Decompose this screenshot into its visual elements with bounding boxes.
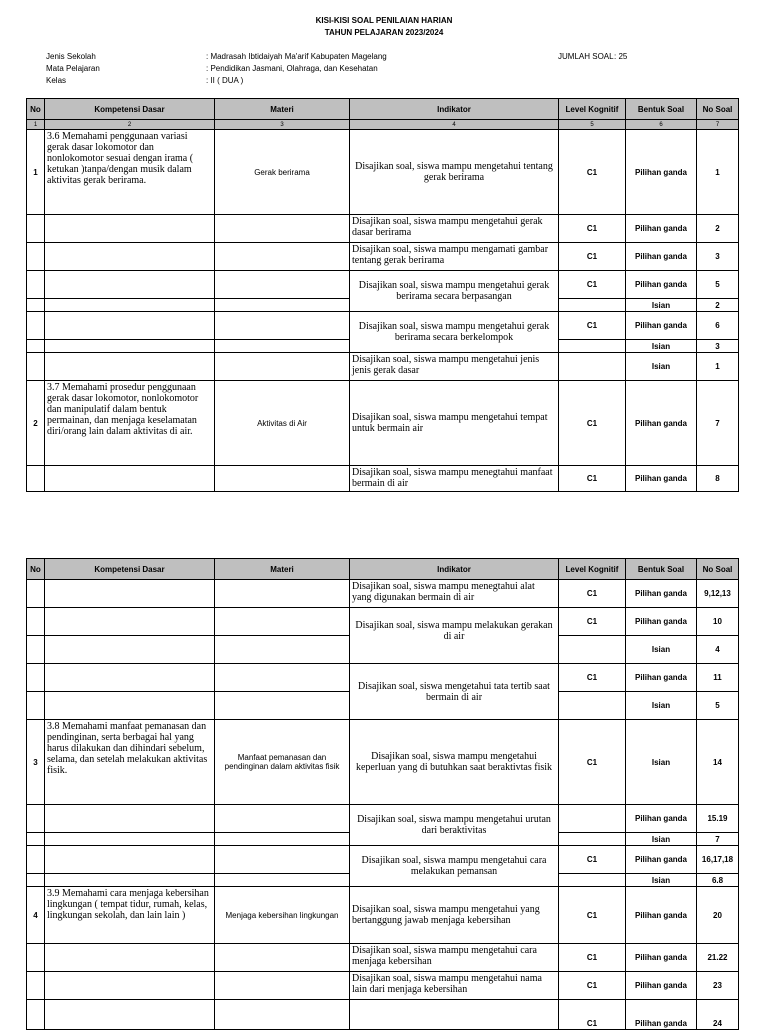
indikator-cell: Disajikan soal, siswa mampu mengetahui gerak berirama secara berkelompok xyxy=(350,312,559,353)
col-header-no: No xyxy=(27,99,45,120)
bentuk-cell: Pilihan ganda xyxy=(626,972,697,1000)
no-soal-cell: 5 xyxy=(697,692,739,720)
bentuk-cell: Pilihan ganda xyxy=(626,944,697,972)
mapel-value: : Pendidikan Jasmani, Olahraga, dan Kesehatan xyxy=(206,64,378,73)
col-header-indikator: Indikator xyxy=(350,559,559,580)
kompetensi-dasar-cell: 3.8 Memahami manfaat pemanasan dan pendinginan, serta berbagai hal yang harus dilakukan dan dihindari sebelum, selama, dan setelah melakukan aktivitas fisik. xyxy=(45,720,215,805)
bentuk-cell: Pilihan ganda xyxy=(626,887,697,944)
no-soal-cell: 10 xyxy=(697,608,739,636)
table-row xyxy=(27,215,739,243)
level-cell: C1 xyxy=(559,381,626,466)
materi-cell: Aktivitas di Air xyxy=(215,381,350,466)
no-soal-cell: 11 xyxy=(697,664,739,692)
indikator-cell: Disajikan soal, siswa mampu mengetahui tempat untuk bermain air xyxy=(350,381,559,466)
bentuk-cell: Pilihan ganda xyxy=(626,608,697,636)
no-soal-cell: 21.22 xyxy=(697,944,739,972)
bentuk-cell: Pilihan ganda xyxy=(626,381,697,466)
materi-cell: Menjaga kebersihan lingkungan xyxy=(215,887,350,944)
level-cell: C1 xyxy=(559,130,626,215)
no-soal-cell: 2 xyxy=(697,215,739,243)
no-soal-cell: 7 xyxy=(697,381,739,466)
bentuk-cell: Pilihan ganda xyxy=(626,130,697,215)
table-row xyxy=(27,805,739,833)
level-cell: C1 xyxy=(559,944,626,972)
level-cell: C1 xyxy=(559,466,626,492)
bentuk-cell: Pilihan ganda xyxy=(626,1000,697,1030)
column-number: 3 xyxy=(215,120,350,130)
bentuk-cell: Isian xyxy=(626,833,697,846)
table-row xyxy=(27,720,739,805)
bentuk-cell: Isian xyxy=(626,720,697,805)
no-soal-cell: 20 xyxy=(697,887,739,944)
indikator-cell: Disajikan soal, siswa mampu mengetahui urutan dari beraktivitas xyxy=(350,805,559,846)
indikator-cell: Disajikan soal, siswa mampu mengetahui tentang gerak berirama xyxy=(350,130,559,215)
no-soal-cell: 7 xyxy=(697,833,739,846)
document-subtitle: TAHUN PELAJARAN 2023/2024 xyxy=(324,28,444,37)
col-header-no-soal: No Soal xyxy=(697,559,739,580)
table-row xyxy=(27,381,739,466)
bentuk-cell: Isian xyxy=(626,874,697,887)
col-header-level-kognitif: Level Kognitif xyxy=(559,99,626,120)
column-number: 1 xyxy=(27,120,45,130)
col-header-kompetensi-dasar: Kompetensi Dasar xyxy=(45,559,215,580)
kisi-kisi-table-2 xyxy=(26,558,739,1030)
kelas-label: Kelas xyxy=(46,76,67,85)
header-row xyxy=(27,559,739,580)
indikator-cell: Disajikan soal, siswa mampu mengamati gambar tentang gerak berirama xyxy=(350,243,559,271)
no-soal-cell: 3 xyxy=(697,243,739,271)
no-soal-cell: 9,12,13 xyxy=(697,580,739,608)
table-row xyxy=(27,466,739,492)
level-cell: C1 xyxy=(559,664,626,692)
table-row xyxy=(27,271,739,299)
no-soal-cell: 16,17,18 xyxy=(697,846,739,874)
kisi-kisi-table-1 xyxy=(26,98,739,492)
indikator-cell: Disajikan soal, siswa mampu mengetahui jenis jenis gerak dasar xyxy=(350,353,559,381)
column-number: 6 xyxy=(626,120,697,130)
table-row xyxy=(27,1000,739,1030)
kompetensi-dasar-cell: 3.9 Memahami cara menjaga kebersihan lingkungan ( tempat tidur, rumah, kelas, lingkungan sekolah, dan lain lain ) xyxy=(45,887,215,944)
row-number: 2 xyxy=(27,381,45,466)
table-row xyxy=(27,353,739,381)
level-cell: C1 xyxy=(559,972,626,1000)
kelas-value: : II ( DUA ) xyxy=(206,76,244,85)
sekolah-label: Jenis Sekolah xyxy=(46,52,96,61)
level-cell: C1 xyxy=(559,312,626,340)
row-number: 4 xyxy=(27,887,45,944)
table-row xyxy=(27,243,739,271)
bentuk-cell: Pilihan ganda xyxy=(626,846,697,874)
no-soal-cell: 14 xyxy=(697,720,739,805)
level-cell: C1 xyxy=(559,608,626,636)
indikator-cell: Disajikan soal, siswa mampu mengetahui yang bertanggung jawab menjaga kebersihan xyxy=(350,887,559,944)
table-row xyxy=(27,130,739,215)
row-number: 3 xyxy=(27,720,45,805)
bentuk-cell: Pilihan ganda xyxy=(626,466,697,492)
jumlah-soal-value: : 25 xyxy=(614,52,628,61)
bentuk-cell: Pilihan ganda xyxy=(626,271,697,299)
table-row xyxy=(27,608,739,636)
col-header-level-kognitif: Level Kognitif xyxy=(559,559,626,580)
bentuk-cell: Isian xyxy=(626,692,697,720)
bentuk-cell: Pilihan ganda xyxy=(626,312,697,340)
indikator-cell: Disajikan soal, siswa mampu menegtahui manfaat bermain di air xyxy=(350,466,559,492)
bentuk-cell: Isian xyxy=(626,636,697,664)
bentuk-cell: Pilihan ganda xyxy=(626,580,697,608)
table-row xyxy=(27,944,739,972)
column-number: 2 xyxy=(45,120,215,130)
column-number: 5 xyxy=(559,120,626,130)
col-header-no-soal: No Soal xyxy=(697,99,739,120)
col-header-no: No xyxy=(27,559,45,580)
no-soal-cell: 23 xyxy=(697,972,739,1000)
no-soal-cell: 5 xyxy=(697,271,739,299)
kompetensi-dasar-cell: 3.7 Memahami prosedur penggunaan gerak dasar lokomotor, nonlokomotor dan manipulatif dalam bentuk permainan, dan menjaga keselamatan diri/orang lain dalam aktivitas di air. xyxy=(45,381,215,466)
indikator-cell: Disajikan soal, siswa mampu mengetahui gerak dasar berirama xyxy=(350,215,559,243)
level-cell: C1 xyxy=(559,720,626,805)
no-soal-cell: 4 xyxy=(697,636,739,664)
bentuk-cell: Pilihan ganda xyxy=(626,664,697,692)
table-row xyxy=(27,312,739,340)
materi-cell: Manfaat pemanasan dan pendinginan dalam aktivitas fisik xyxy=(215,720,350,805)
col-header-bentuk-soal: Bentuk Soal xyxy=(626,99,697,120)
kompetensi-dasar-cell: 3.6 Memahami penggunaan variasi gerak dasar lokomotor dan nonlokomotor sesuai dengan irama ( ketukan )tanpa/dengan musik dalam aktivitas gerak berirama. xyxy=(45,130,215,215)
bentuk-cell: Pilihan ganda xyxy=(626,215,697,243)
col-header-materi: Materi xyxy=(215,559,350,580)
indikator-cell: Disajikan soal, siswa mampu melakukan gerakan di air xyxy=(350,608,559,664)
level-cell: C1 xyxy=(559,1000,626,1030)
indikator-cell: Disajikan soal, siswa mampu mengetahui cara melakukan pemansan xyxy=(350,846,559,887)
jumlah-soal-label: JUMLAH SOAL xyxy=(558,52,614,61)
header-row xyxy=(27,99,739,120)
table-row xyxy=(27,580,739,608)
indikator-cell: Disajikan soal, siswa mampu mengetahui gerak berirama secara berpasangan xyxy=(350,271,559,312)
bentuk-cell: Isian xyxy=(626,340,697,353)
indikator-cell: Disajikan soal, siswa mampu mengetahui nama lain dari menjaga kebersihan xyxy=(350,972,559,1000)
no-soal-cell: 1 xyxy=(697,353,739,381)
level-cell: C1 xyxy=(559,580,626,608)
bentuk-cell: Isian xyxy=(626,299,697,312)
table-row xyxy=(27,887,739,944)
column-number: 4 xyxy=(350,120,559,130)
no-soal-cell: 3 xyxy=(697,340,739,353)
col-header-kompetensi-dasar: Kompetensi Dasar xyxy=(45,99,215,120)
sekolah-value: : Madrasah Ibtidaiyah Ma'arif Kabupaten Magelang xyxy=(206,52,387,61)
col-header-indikator: Indikator xyxy=(350,99,559,120)
no-soal-cell: 2 xyxy=(697,299,739,312)
indikator-cell: Disajikan soal, siswa mengetahui tata tertib saat bermain di air xyxy=(350,664,559,720)
column-number-row xyxy=(27,120,739,130)
indikator-cell: Disajikan soal, siswa mampu mengetahui keperluan yang di butuhkan saat beraktivtas fisik xyxy=(350,720,559,805)
table-row xyxy=(27,664,739,692)
indikator-cell: Disajikan soal, siswa mampu menegtahui alat yang digunakan bermain di air xyxy=(350,580,559,608)
col-header-materi: Materi xyxy=(215,99,350,120)
no-soal-cell: 6.8 xyxy=(697,874,739,887)
no-soal-cell: 8 xyxy=(697,466,739,492)
level-cell: C1 xyxy=(559,887,626,944)
level-cell: C1 xyxy=(559,846,626,874)
level-cell: C1 xyxy=(559,215,626,243)
materi-cell: Gerak berirama xyxy=(215,130,350,215)
bentuk-cell: Isian xyxy=(626,353,697,381)
bentuk-cell: Pilihan ganda xyxy=(626,805,697,833)
document-title: KISI-KISI SOAL PENILAIAN HARIAN xyxy=(315,16,453,25)
mapel-label: Mata Pelajaran xyxy=(46,64,100,73)
indikator-cell: Disajikan soal, siswa mampu mengetahui cara menjaga kebersihan xyxy=(350,944,559,972)
no-soal-cell: 15.19 xyxy=(697,805,739,833)
level-cell: C1 xyxy=(559,243,626,271)
bentuk-cell: Pilihan ganda xyxy=(626,243,697,271)
table-row xyxy=(27,846,739,874)
column-number: 7 xyxy=(697,120,739,130)
table-row xyxy=(27,972,739,1000)
no-soal-cell: 1 xyxy=(697,130,739,215)
level-cell: C1 xyxy=(559,271,626,299)
no-soal-cell: 6 xyxy=(697,312,739,340)
no-soal-cell: 24 xyxy=(697,1000,739,1030)
row-number: 1 xyxy=(27,130,45,215)
col-header-bentuk-soal: Bentuk Soal xyxy=(626,559,697,580)
